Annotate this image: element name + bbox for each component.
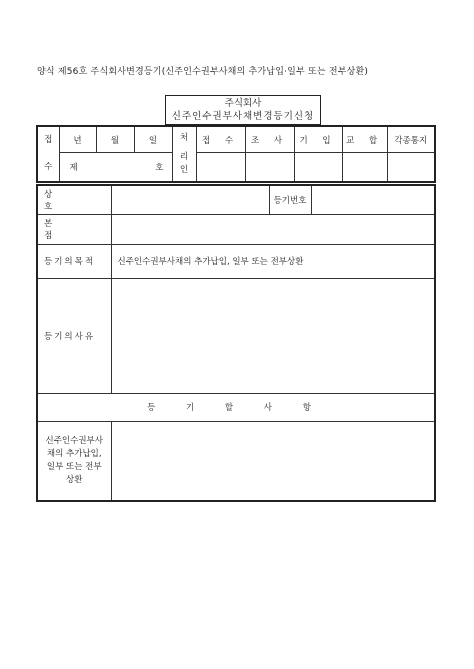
company-name-field[interactable] [111, 185, 269, 214]
processor-cell [172, 126, 196, 182]
registration-reason-label: 등기의사유 [37, 278, 111, 393]
registration-purpose-label: 등기의목적 [37, 244, 111, 278]
matters-header: 등 기 할 사 항 [37, 393, 435, 421]
col-notice: 각종통지 [387, 126, 435, 153]
company-name-label: 상 호 [37, 185, 111, 214]
registration-purpose-value: 신주인수권부사채의 추가납입, 일부 또는 전부상환 [111, 244, 435, 278]
form-title [165, 95, 321, 125]
registration-number-label: 등기번호 [269, 185, 311, 214]
stamp-verify [342, 153, 387, 183]
matters-item-label: 신주인수권부사채의 추가납입, 일부 또는 전부 상환 [37, 421, 111, 501]
processor-label-b: 리 [179, 151, 189, 162]
registration-number-field[interactable] [311, 185, 435, 214]
processor-label-c: 인 [179, 164, 189, 175]
col-entry: 기 입 [294, 126, 342, 153]
stamp-review [245, 153, 294, 183]
receipt-year: 년 [59, 126, 96, 153]
receipt-number-cell [59, 153, 172, 183]
main-form-table [36, 184, 436, 502]
receipt-no-prefix: 제 [69, 163, 78, 173]
col-receipt: 접 수 [196, 126, 245, 153]
title-line-1: 주식회사 [224, 98, 262, 109]
receipt-day: 일 [134, 126, 172, 153]
title-line-2: 신주인수권부사채변경등기신청 [171, 111, 315, 122]
form-caption: 양식 제56호 주식회사변경등기(신주인수권부사채의 추가납입·일부 또는 전부상환) [37, 67, 369, 77]
col-verify: 교 합 [342, 126, 387, 153]
receipt-label-b: 수 [44, 162, 53, 172]
registration-reason-field[interactable] [111, 278, 435, 393]
matters-item-field[interactable] [111, 421, 435, 501]
receipt-no-suffix: 호 [155, 163, 164, 173]
col-review: 조 사 [245, 126, 294, 153]
head-office-label: 본 점 [37, 214, 111, 244]
receipt-header-cell [37, 126, 59, 182]
receipt-month: 월 [96, 126, 134, 153]
stamp-entry [294, 153, 342, 183]
receipt-table [36, 125, 436, 183]
stamp-notice [387, 153, 435, 183]
processor-label-a: 처 [179, 132, 189, 143]
stamp-receipt [196, 153, 245, 183]
head-office-field[interactable] [111, 214, 435, 244]
receipt-label-a: 접 [44, 135, 53, 145]
